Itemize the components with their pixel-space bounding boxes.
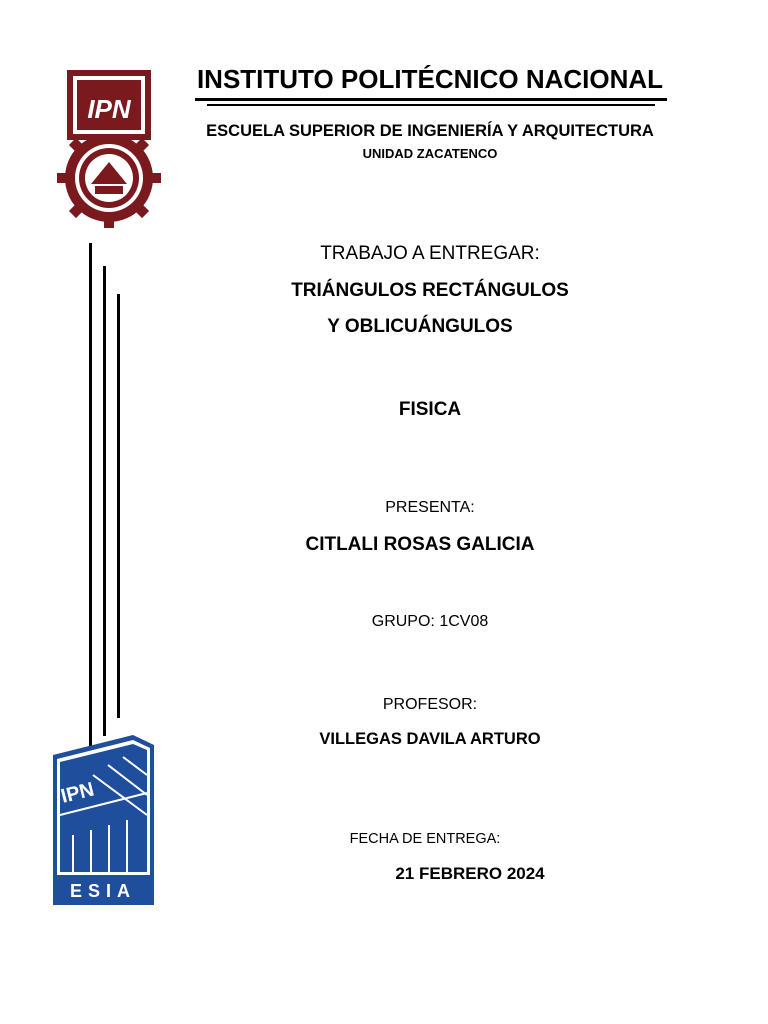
due-date: 21 FEBRERO 2024	[395, 864, 545, 883]
header-rule-thick	[195, 98, 667, 101]
unit-name: UNIDAD ZACATENCO	[362, 146, 498, 161]
esia-logo-caption: ESIA	[69, 881, 137, 901]
esia-logo-ipn-text: IPN	[58, 778, 97, 808]
topic-title-line1: TRIÁNGULOS RECTÁNGULOS	[291, 280, 569, 301]
topic-title-line2: Y OBLICUÁNGULOS	[327, 316, 513, 337]
group-label: GRUPO: 1CV08	[371, 613, 489, 630]
work-label: TRABAJO A ENTREGAR:	[320, 243, 540, 264]
ipn-logo	[57, 66, 161, 228]
student-name: CITLALI ROSAS GALICIA	[305, 534, 535, 555]
decorative-line-2	[103, 266, 106, 736]
school-name: ESCUELA SUPERIOR DE INGENIERÍA Y ARQUITECTURA	[206, 122, 654, 140]
professor-name: VILLEGAS DAVILA ARTURO	[319, 730, 541, 748]
due-date-label: FECHA DE ENTREGA:	[349, 831, 501, 847]
decorative-line-1	[89, 243, 92, 748]
presenter-label: PRESENTA:	[385, 499, 475, 516]
esia-logo	[53, 735, 154, 905]
decorative-line-3	[117, 294, 120, 718]
professor-label: PROFESOR:	[382, 696, 478, 713]
institute-title: INSTITUTO POLITÉCNICO NACIONAL	[196, 64, 664, 94]
header-rule-thin	[207, 104, 655, 106]
subject-name: FISICA	[398, 399, 462, 420]
ipn-logo-text: IPN	[87, 94, 131, 124]
